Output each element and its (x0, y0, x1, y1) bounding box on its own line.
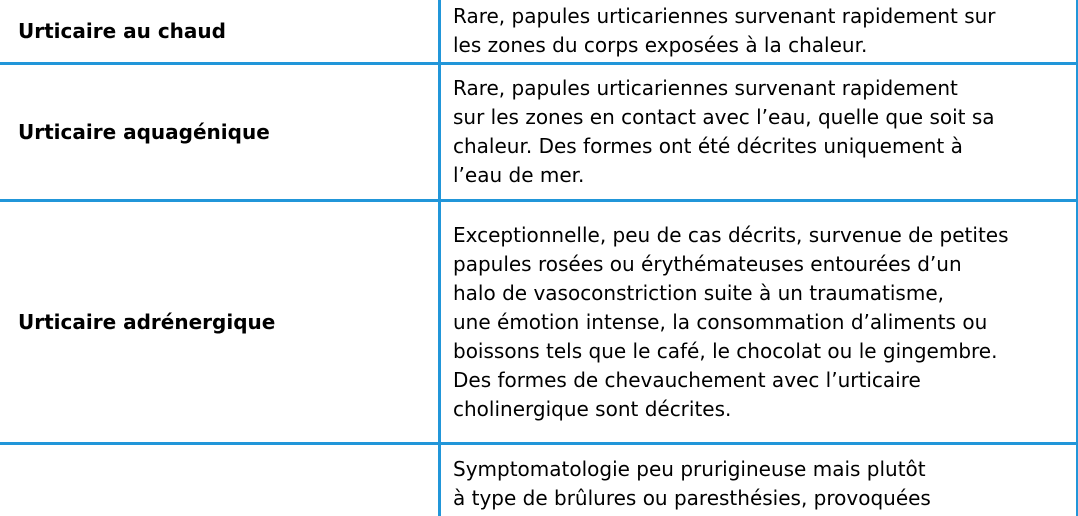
description-line: Symptomatologie peu prurigineuse mais plutôt (453, 457, 926, 481)
description-line: les zones du corps exposées à la chaleur. (453, 33, 868, 57)
description-line: sur les zones en contact avec l’eau, quelle que soit sa (453, 105, 995, 129)
description-line: chaleur. Des formes ont été décrites uniquement à (453, 134, 963, 158)
description-cell (440, 0, 1078, 64)
table-row (0, 0, 1078, 64)
description-line: Rare, papules urticariennes survenant rapidement (453, 76, 958, 100)
description-cell (440, 64, 1078, 201)
table-row (0, 444, 1078, 516)
description-cell (440, 201, 1078, 444)
description-line: boissons tels que le café, le chocolat ou le gingembre. (453, 338, 998, 363)
description-line: à type de brûlures ou paresthésies, provoquées (453, 486, 931, 510)
table-row (0, 201, 1078, 444)
description-line: Exceptionnelle, peu de cas décrits, survenue de petites (453, 222, 1009, 247)
description-line: papules rosées ou érythémateuses entourées d’un (453, 251, 962, 276)
description-line: cholinergique sont décrites. (453, 396, 732, 421)
description-line: l’eau de mer. (453, 163, 585, 187)
description-cell (440, 444, 1078, 516)
description-line: halo de vasoconstriction suite à un traumatisme, (453, 280, 944, 305)
term-cell (0, 444, 440, 516)
term-cell: Urticaire aquagénique (0, 64, 440, 201)
description-line: une émotion intense, la consommation d’aliments ou (453, 309, 988, 334)
term-cell: Urticaire au chaud (0, 0, 440, 64)
table-row (0, 64, 1078, 201)
term-cell: Urticaire adrénergique (0, 201, 440, 444)
description-line: Rare, papules urticariennes survenant rapidement sur (453, 4, 996, 28)
description-line: Des formes de chevauchement avec l’urticaire (453, 367, 921, 392)
